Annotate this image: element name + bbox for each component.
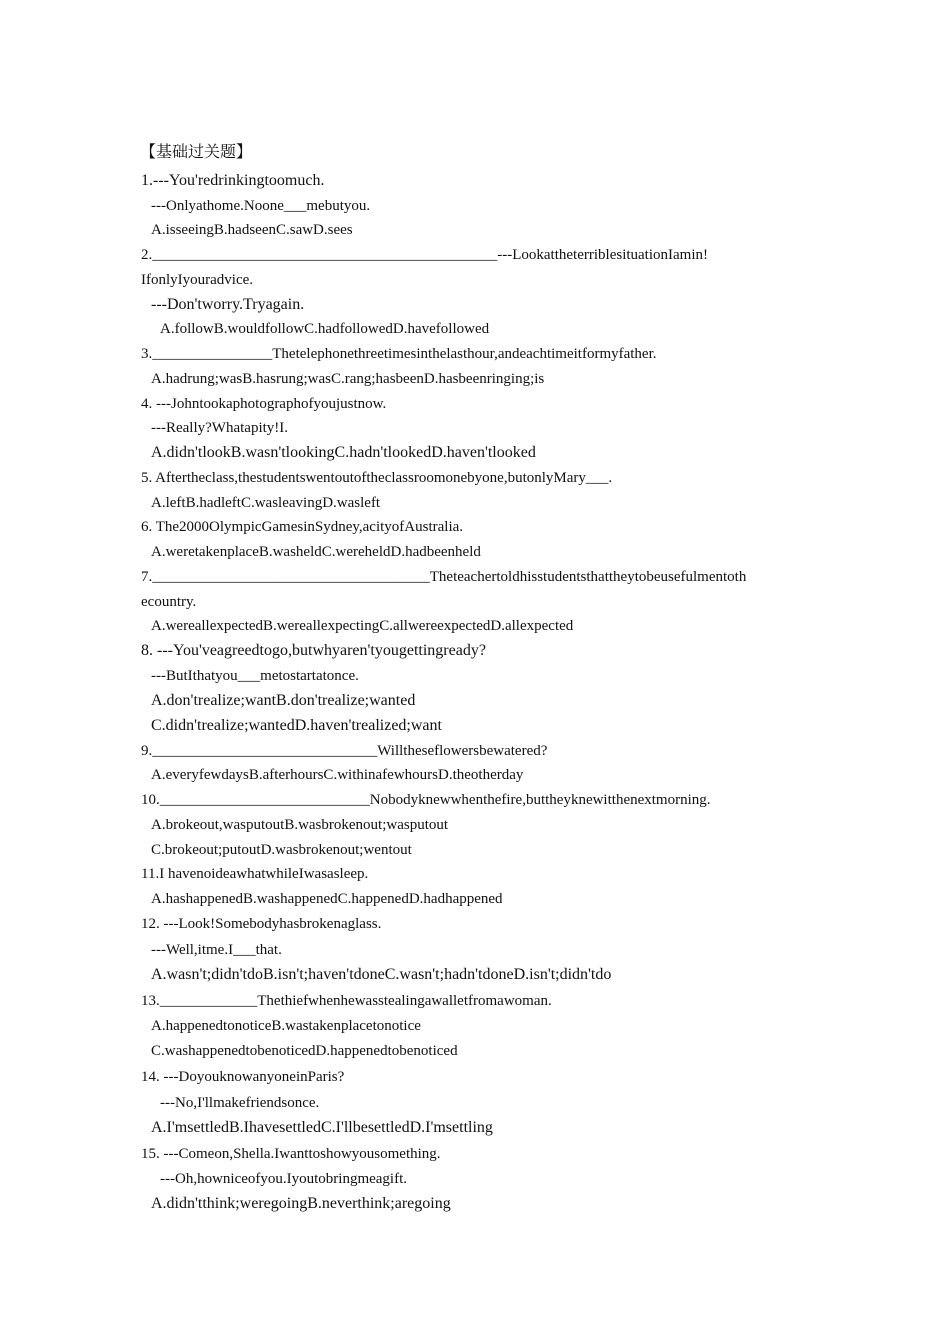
question-2-options: A.followB.wouldfollowC.hadfollowedD.havefollowed: [160, 321, 490, 337]
question-14-options: A.I'msettledB.IhavesettledC.I'llbesettledD.I'msettling: [151, 1119, 493, 1136]
question-10-stem: 10.____________________________Nobodyknewwhenthefire,buttheyknewitthenextmorning.: [141, 792, 711, 808]
question-2-stem: 2.______________________________________________---LookattheterriblesituationIamin!: [141, 247, 709, 263]
question-13-stem: 13._____________Thethiefwhenhewasstealingawalletfromawoman.: [141, 993, 552, 1009]
question-12-stem: 12. ---Look!Somebodyhasbrokenaglass.: [141, 916, 382, 932]
question-15-stem: 15. ---Comeon,Shella.Iwanttoshowyousomething.: [141, 1146, 441, 1162]
section-title: 【基础过关题】: [140, 144, 253, 161]
question-10-options-ab: A.brokeout,wasputoutB.wasbrokenout;wasputout: [151, 817, 449, 833]
question-1-options: A.isseeingB.hadseenC.sawD.sees: [151, 222, 353, 238]
question-3-options: A.hadrung;wasB.hasrung;wasC.rang;hasbeenD.hasbeenringing;is: [151, 371, 545, 387]
question-11-options: A.hashappenedB.washappenedC.happenedD.hadhappened: [151, 891, 503, 907]
question-1-stem: 1.---You'redrinkingtoomuch.: [141, 172, 325, 189]
question-12-reply: ---Well,itme.I___that.: [151, 942, 282, 958]
question-14-reply: ---No,I'llmakefriendsonce.: [160, 1095, 320, 1111]
question-5-stem: 5. Aftertheclass,thestudentswentoutoftheclassroomonebyone,butonlyMary___.: [141, 470, 613, 486]
question-15-options: A.didn'tthink;weregoingB.neverthink;aregoing: [151, 1195, 451, 1212]
question-7-stem-cont: ecountry.: [141, 594, 197, 610]
question-14-stem: 14. ---DoyouknowanyoneinParis?: [141, 1069, 345, 1085]
question-2-reply: ---Don'tworry.Tryagain.: [151, 296, 305, 313]
question-9-options: A.everyfewdaysB.afterhoursC.withinafewhoursD.theotherday: [151, 767, 524, 783]
question-2-stem-cont: IfonlyIyouradvice.: [141, 272, 254, 288]
question-4-stem: 4. ---Johntookaphotographofyoujustnow.: [141, 396, 387, 412]
question-8-reply: ---ButIthatyou___metostartatonce.: [151, 668, 359, 684]
question-13-options-ab: A.happenedtonoticeB.wastakenplacetonotice: [151, 1018, 421, 1034]
question-1-reply: ---Onlyathome.Noone___mebutyou.: [151, 198, 371, 214]
question-6-options: A.weretakenplaceB.washeldC.wereheldD.hadbeenheld: [151, 544, 481, 560]
question-5-options: A.leftB.hadleftC.wasleavingD.wasleft: [151, 495, 381, 511]
question-13-options-cd: C.washappenedtobenoticedD.happenedtobenoticed: [151, 1043, 458, 1059]
question-8-options-ab: A.don'trealize;wantB.don'trealize;wanted: [151, 692, 416, 709]
question-7-stem: 7._____________________________________Theteachertoldhisstudentsthattheytobeusefulmentoth: [141, 569, 747, 585]
question-4-options: A.didn'tlookB.wasn'tlookingC.hadn'tlookedD.haven'tlooked: [151, 444, 536, 461]
question-15-reply: ---Oh,howniceofyou.Iyoutobringmeagift.: [160, 1171, 408, 1187]
question-7-options: A.wereallexpectedB.wereallexpectingC.allwereexpectedD.allexpected: [151, 618, 574, 634]
question-11-stem: 11.I havenoideawhatwhileIwasasleep.: [141, 866, 369, 882]
question-12-options: A.wasn't;didn'tdoB.isn't;haven'tdoneC.wasn't;hadn'tdoneD.isn't;didn'tdo: [151, 966, 612, 983]
question-9-stem: 9.______________________________Willtheseflowersbewatered?: [141, 743, 548, 759]
question-10-options-cd: C.brokeout;putoutD.wasbrokenout;wentout: [151, 842, 412, 858]
question-8-stem: 8. ---You'veagreedtogo,butwhyaren'tyougettingready?: [141, 642, 486, 659]
question-4-reply: ---Really?Whatapity!I.: [151, 420, 289, 436]
question-6-stem: 6. The2000OlympicGamesinSydney,acityofAustralia.: [141, 519, 464, 535]
question-3-stem: 3.________________Thetelephonethreetimesinthelasthour,andeachtimeitformyfather.: [141, 346, 657, 362]
question-8-options-cd: C.didn'trealize;wantedD.haven'trealized;want: [151, 717, 442, 734]
